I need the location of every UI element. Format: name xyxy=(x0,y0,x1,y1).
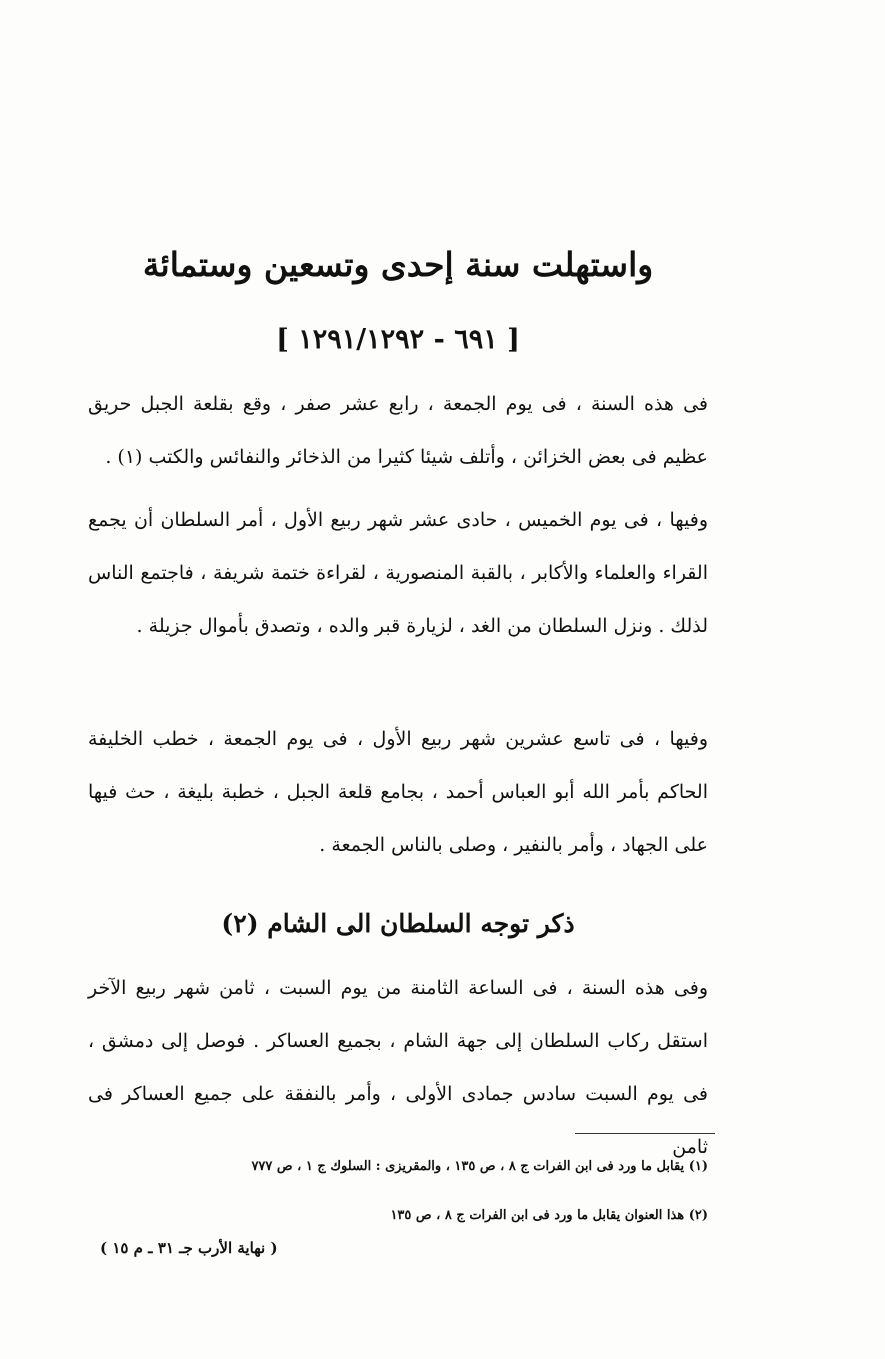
footnote-2: (٢) هذا العنوان يقابل ما ورد فى ابن الفرات ج ٨ ، ص ١٣٥ xyxy=(390,1208,708,1223)
paragraph-text: وفيها ، فى يوم الخميس ، حادى عشر شهر ربيع الأول ، أمر السلطان أن يجمع القراء والعلماء والأكابر ، بالقبة المنصورية ، لقراءة ختمة شريفة ، فاجتمع الناس لذلك . ونزل السلطان من الغد ، لزيارة قبر والده ، وتصدق بأموال جزيلة . xyxy=(88,509,708,637)
paragraph-text: وفيها ، فى تاسع عشرين شهر ربيع الأول ، فى يوم الجمعة ، خطب الخليفة الحاكم بأمر الله أبو العباس أحمد ، بجامع قلعة الجبل ، خطبة بليغة ، حث فيها على الجهاد ، وأمر بالنفير ، وصلى بالناس الجمعة . xyxy=(88,728,708,856)
chapter-title: واستهلت سنة إحدى وتسعين وستمائة xyxy=(142,245,654,284)
year-heading: [ ٦٩١ - ١٢٩١/١٢٩٢ ] xyxy=(276,324,520,355)
paragraph-3 xyxy=(88,713,708,872)
footnote-divider xyxy=(575,1133,715,1134)
paragraph-1 xyxy=(88,378,708,484)
paragraph-2 xyxy=(88,494,708,653)
footnote-1: (١) يقابل ما ورد فى ابن الفرات ج ٨ ، ص ١٣٥ ، والمقريزى : السلوك ج ١ ، ص ٧٧٧ xyxy=(251,1159,708,1174)
paragraph-text: فى هذه السنة ، فى يوم الجمعة ، رابع عشر صفر ، وقع بقلعة الجبل حريق عظيم فى بعض الخزائن ، وأتلف شيئا كثيرا من الذخائر والنفائس والكتب (١) . xyxy=(88,393,708,468)
paragraph-4 xyxy=(88,962,708,1174)
paragraph-text: وفى هذه السنة ، فى الساعة الثامنة من يوم السبت ، ثامن شهر ربيع الآخر استقل ركاب السلطان إلى جهة الشام ، بجميع العساكر . فوصل إلى دمشق ، فى يوم السبت سادس جمادى الأولى ، وأمر بالنفقة على جميع العساكر فى ثامن xyxy=(88,977,708,1158)
page-signature: ( نهاية الأرب جـ ٣١ ـ م ١٥ ) xyxy=(100,1239,278,1257)
section-heading: ذكر توجه السلطان الى الشام (٢) xyxy=(221,909,575,938)
